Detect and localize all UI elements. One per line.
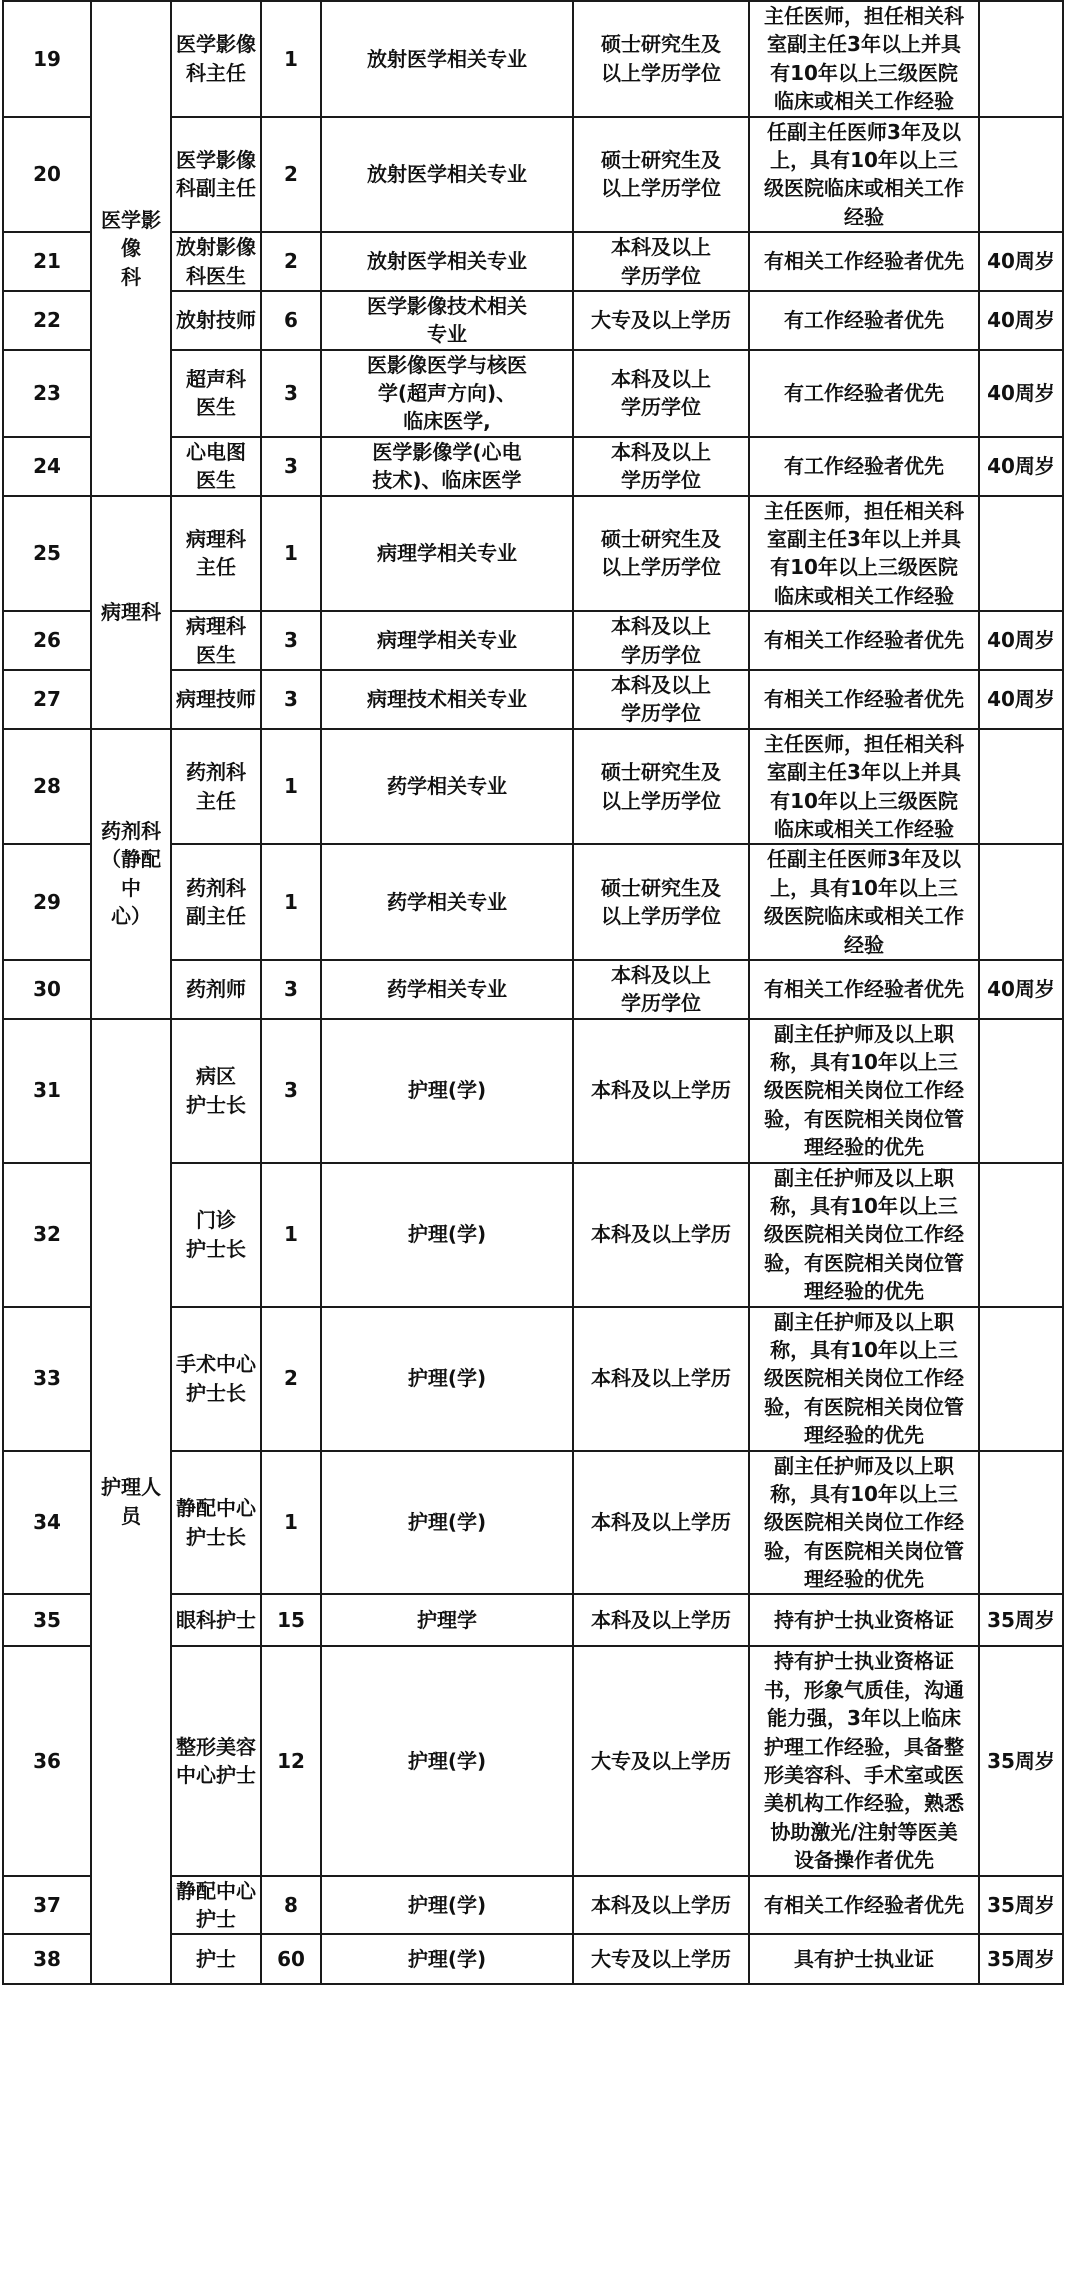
- post-cell: 放射影像 科医生: [171, 232, 261, 291]
- major-cell: 药学相关专业: [321, 844, 573, 960]
- age-limit-cell: [979, 1451, 1063, 1595]
- count-cell: 3: [261, 670, 321, 729]
- education-cell: 本科及以上学历: [573, 1019, 749, 1163]
- row-number-cell: 22: [3, 291, 91, 350]
- table-row: [3, 1, 1063, 117]
- requirement-cell: 持有护士执业资格证: [749, 1594, 979, 1646]
- post-cell: 手术中心 护士长: [171, 1307, 261, 1451]
- row-number-cell: 36: [3, 1646, 91, 1875]
- row-number-cell: 33: [3, 1307, 91, 1451]
- post-cell: 放射技师: [171, 291, 261, 350]
- count-cell: 12: [261, 1646, 321, 1875]
- major-cell: 医学影像学(心电 技术)、临床医学: [321, 437, 573, 496]
- major-cell: 放射医学相关专业: [321, 1, 573, 117]
- education-cell: 本科及以上 学历学位: [573, 960, 749, 1019]
- post-cell: 病区 护士长: [171, 1019, 261, 1163]
- department-cell: 药剂科 （静配中 心）: [91, 729, 171, 1019]
- education-cell: 本科及以上学历: [573, 1451, 749, 1595]
- major-cell: 护理(学): [321, 1934, 573, 1984]
- age-limit-cell: 35周岁: [979, 1934, 1063, 1984]
- count-cell: 1: [261, 729, 321, 845]
- education-cell: 本科及以上学历: [573, 1307, 749, 1451]
- count-cell: 2: [261, 232, 321, 291]
- requirement-cell: 主任医师，担任相关科 室副主任3年以上并具 有10年以上三级医院 临床或相关工作经验: [749, 729, 979, 845]
- requirement-cell: 持有护士执业资格证 书，形象气质佳，沟通 能力强，3年以上临床 护理工作经验，具备整 形美容科、手术室或医 美机构工作经验，熟悉 协助激光/注射等医美 设备操作者优先: [749, 1646, 979, 1875]
- post-cell: 心电图 医生: [171, 437, 261, 496]
- education-cell: 本科及以上学历: [573, 1163, 749, 1307]
- row-number-cell: 26: [3, 611, 91, 670]
- department-cell: 病理科: [91, 496, 171, 729]
- major-cell: 药学相关专业: [321, 729, 573, 845]
- age-limit-cell: [979, 117, 1063, 233]
- count-cell: 60: [261, 1934, 321, 1984]
- age-limit-cell: [979, 496, 1063, 612]
- table-row: [3, 496, 1063, 612]
- row-number-cell: 29: [3, 844, 91, 960]
- count-cell: 1: [261, 844, 321, 960]
- age-limit-cell: 40周岁: [979, 232, 1063, 291]
- row-number-cell: 31: [3, 1019, 91, 1163]
- post-cell: 门诊 护士长: [171, 1163, 261, 1307]
- education-cell: 大专及以上学历: [573, 1646, 749, 1875]
- major-cell: 护理(学): [321, 1163, 573, 1307]
- age-limit-cell: [979, 729, 1063, 845]
- education-cell: 本科及以上 学历学位: [573, 611, 749, 670]
- requirement-cell: 主任医师，担任相关科 室副主任3年以上并具 有10年以上三级医院 临床或相关工作经验: [749, 1, 979, 117]
- age-limit-cell: [979, 1163, 1063, 1307]
- row-number-cell: 23: [3, 350, 91, 437]
- education-cell: 本科及以上学历: [573, 1876, 749, 1935]
- count-cell: 2: [261, 1307, 321, 1451]
- department-cell: 医学影像 科: [91, 1, 171, 496]
- age-limit-cell: 40周岁: [979, 670, 1063, 729]
- requirement-cell: 有相关工作经验者优先: [749, 1876, 979, 1935]
- count-cell: 3: [261, 1019, 321, 1163]
- requirement-cell: 有相关工作经验者优先: [749, 960, 979, 1019]
- major-cell: 药学相关专业: [321, 960, 573, 1019]
- row-number-cell: 34: [3, 1451, 91, 1595]
- count-cell: 1: [261, 496, 321, 612]
- requirement-cell: 副主任护师及以上职 称，具有10年以上三 级医院相关岗位工作经 验，有医院相关岗位管 理经验的优先: [749, 1019, 979, 1163]
- requirement-cell: 任副主任医师3年及以 上，具有10年以上三 级医院临床或相关工作 经验: [749, 117, 979, 233]
- row-number-cell: 28: [3, 729, 91, 845]
- post-cell: 药剂师: [171, 960, 261, 1019]
- requirement-cell: 任副主任医师3年及以 上，具有10年以上三 级医院临床或相关工作 经验: [749, 844, 979, 960]
- row-number-cell: 27: [3, 670, 91, 729]
- requirement-cell: 有相关工作经验者优先: [749, 670, 979, 729]
- education-cell: 硕士研究生及 以上学历学位: [573, 729, 749, 845]
- education-cell: 本科及以上 学历学位: [573, 350, 749, 437]
- age-limit-cell: 40周岁: [979, 350, 1063, 437]
- requirement-cell: 有相关工作经验者优先: [749, 611, 979, 670]
- major-cell: 护理(学): [321, 1451, 573, 1595]
- major-cell: 医影像医学与核医 学(超声方向)、 临床医学,: [321, 350, 573, 437]
- row-number-cell: 35: [3, 1594, 91, 1646]
- count-cell: 1: [261, 1163, 321, 1307]
- post-cell: 静配中心 护士: [171, 1876, 261, 1935]
- major-cell: 放射医学相关专业: [321, 117, 573, 233]
- age-limit-cell: 40周岁: [979, 437, 1063, 496]
- age-limit-cell: 40周岁: [979, 611, 1063, 670]
- count-cell: 3: [261, 437, 321, 496]
- age-limit-cell: [979, 1, 1063, 117]
- major-cell: 护理(学): [321, 1646, 573, 1875]
- requirement-cell: 副主任护师及以上职 称，具有10年以上三 级医院相关岗位工作经 验，有医院相关岗位管 理经验的优先: [749, 1307, 979, 1451]
- row-number-cell: 20: [3, 117, 91, 233]
- row-number-cell: 24: [3, 437, 91, 496]
- education-cell: 硕士研究生及 以上学历学位: [573, 117, 749, 233]
- row-number-cell: 38: [3, 1934, 91, 1984]
- post-cell: 病理科 医生: [171, 611, 261, 670]
- count-cell: 3: [261, 350, 321, 437]
- table-row: [3, 729, 1063, 845]
- major-cell: 医学影像技术相关 专业: [321, 291, 573, 350]
- requirement-cell: 副主任护师及以上职 称，具有10年以上三 级医院相关岗位工作经 验，有医院相关岗位管 理经验的优先: [749, 1451, 979, 1595]
- post-cell: 静配中心 护士长: [171, 1451, 261, 1595]
- post-cell: 护士: [171, 1934, 261, 1984]
- requirement-cell: 有相关工作经验者优先: [749, 232, 979, 291]
- age-limit-cell: 40周岁: [979, 960, 1063, 1019]
- major-cell: 护理(学): [321, 1019, 573, 1163]
- post-cell: 病理技师: [171, 670, 261, 729]
- row-number-cell: 19: [3, 1, 91, 117]
- row-number-cell: 32: [3, 1163, 91, 1307]
- count-cell: 1: [261, 1451, 321, 1595]
- requirement-cell: 有工作经验者优先: [749, 291, 979, 350]
- age-limit-cell: 35周岁: [979, 1876, 1063, 1935]
- education-cell: 硕士研究生及 以上学历学位: [573, 496, 749, 612]
- education-cell: 大专及以上学历: [573, 1934, 749, 1984]
- requirement-cell: 有工作经验者优先: [749, 437, 979, 496]
- post-cell: 医学影像 科副主任: [171, 117, 261, 233]
- major-cell: 护理(学): [321, 1876, 573, 1935]
- count-cell: 1: [261, 1, 321, 117]
- count-cell: 2: [261, 117, 321, 233]
- post-cell: 药剂科 主任: [171, 729, 261, 845]
- row-number-cell: 30: [3, 960, 91, 1019]
- major-cell: 病理学相关专业: [321, 611, 573, 670]
- table-row: [3, 1019, 1063, 1163]
- education-cell: 硕士研究生及 以上学历学位: [573, 844, 749, 960]
- requirement-cell: 具有护士执业证: [749, 1934, 979, 1984]
- count-cell: 6: [261, 291, 321, 350]
- post-cell: 病理科 主任: [171, 496, 261, 612]
- recruitment-table: [2, 0, 1064, 1985]
- post-cell: 药剂科 副主任: [171, 844, 261, 960]
- education-cell: 本科及以上 学历学位: [573, 670, 749, 729]
- education-cell: 本科及以上学历: [573, 1594, 749, 1646]
- requirement-cell: 有工作经验者优先: [749, 350, 979, 437]
- education-cell: 本科及以上 学历学位: [573, 437, 749, 496]
- count-cell: 8: [261, 1876, 321, 1935]
- row-number-cell: 37: [3, 1876, 91, 1935]
- major-cell: 病理技术相关专业: [321, 670, 573, 729]
- major-cell: 病理学相关专业: [321, 496, 573, 612]
- age-limit-cell: 35周岁: [979, 1594, 1063, 1646]
- age-limit-cell: 40周岁: [979, 291, 1063, 350]
- age-limit-cell: 35周岁: [979, 1646, 1063, 1875]
- education-cell: 硕士研究生及 以上学历学位: [573, 1, 749, 117]
- age-limit-cell: [979, 1019, 1063, 1163]
- requirement-cell: 主任医师，担任相关科 室副主任3年以上并具 有10年以上三级医院 临床或相关工作经验: [749, 496, 979, 612]
- post-cell: 整形美容 中心护士: [171, 1646, 261, 1875]
- count-cell: 3: [261, 960, 321, 1019]
- post-cell: 眼科护士: [171, 1594, 261, 1646]
- education-cell: 大专及以上学历: [573, 291, 749, 350]
- age-limit-cell: [979, 844, 1063, 960]
- post-cell: 超声科 医生: [171, 350, 261, 437]
- major-cell: 护理学: [321, 1594, 573, 1646]
- major-cell: 护理(学): [321, 1307, 573, 1451]
- major-cell: 放射医学相关专业: [321, 232, 573, 291]
- count-cell: 3: [261, 611, 321, 670]
- row-number-cell: 25: [3, 496, 91, 612]
- age-limit-cell: [979, 1307, 1063, 1451]
- post-cell: 医学影像 科主任: [171, 1, 261, 117]
- row-number-cell: 21: [3, 232, 91, 291]
- department-cell: 护理人员: [91, 1019, 171, 1985]
- count-cell: 15: [261, 1594, 321, 1646]
- education-cell: 本科及以上 学历学位: [573, 232, 749, 291]
- requirement-cell: 副主任护师及以上职 称，具有10年以上三 级医院相关岗位工作经 验，有医院相关岗位管 理经验的优先: [749, 1163, 979, 1307]
